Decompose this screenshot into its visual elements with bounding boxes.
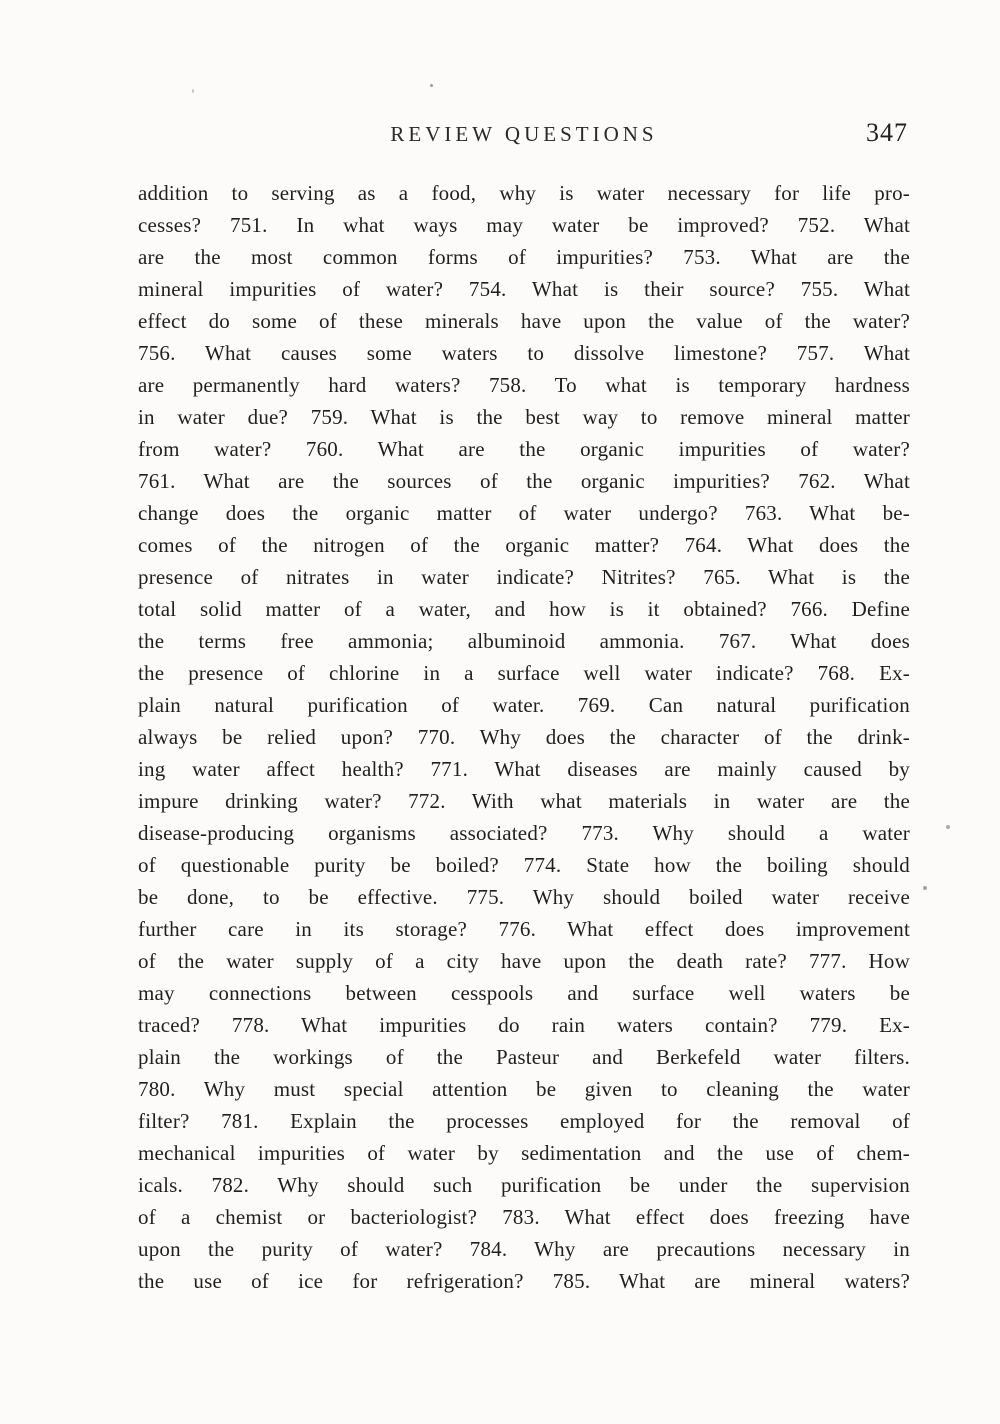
text-line: change does the organic matter of water undergo? 763. What be- (138, 501, 910, 525)
text-line: are permanently hard waters? 758. To what is temporary hardness (138, 373, 910, 397)
page-header (138, 118, 910, 154)
text-line: ing water affect health? 771. What diseases are mainly caused by (138, 757, 910, 781)
text-line: impure drinking water? 772. With what materials in water are the (138, 789, 910, 813)
page-number: 347 (866, 118, 908, 147)
text-line: comes of the nitrogen of the organic matter? 764. What does the (138, 533, 910, 557)
text-line: cesses? 751. In what ways may water be improved? 752. What (138, 213, 910, 237)
text-line: be done, to be effective. 775. Why should boiled water receive (138, 885, 910, 909)
text-line: presence of nitrates in water indicate? Nitrites? 765. What is the (138, 565, 910, 589)
text-line: upon the purity of water? 784. Why are precautions necessary in (138, 1237, 910, 1261)
text-line: plain the workings of the Pasteur and Berkefeld water filters. (138, 1045, 910, 1069)
text-line: the presence of chlorine in a surface well water indicate? 768. Ex- (138, 661, 910, 685)
text-line: mineral impurities of water? 754. What is their source? 755. What (138, 277, 910, 301)
page-title: REVIEW QUESTIONS (390, 122, 658, 146)
text-line: disease-producing organisms associated? 773. Why should a water (138, 821, 910, 845)
text-line: traced? 778. What impurities do rain waters contain? 779. Ex- (138, 1013, 910, 1037)
text-line: 761. What are the sources of the organic impurities? 762. What (138, 469, 910, 493)
text-line: mechanical impurities of water by sedimentation and the use of chem- (138, 1141, 910, 1165)
text-line: may connections between cesspools and surface well waters be (138, 981, 910, 1005)
text-line: further care in its storage? 776. What effect does improvement (138, 917, 910, 941)
text-line: always be relied upon? 770. Why does the character of the drink- (138, 725, 910, 749)
text-line: total solid matter of a water, and how is it obtained? 766. Define (138, 597, 910, 621)
text-line: filter? 781. Explain the processes employed for the removal of (138, 1109, 910, 1133)
question-paragraph (138, 177, 910, 1297)
text-line: of questionable purity be boiled? 774. State how the boiling should (138, 853, 910, 877)
text-line: the use of ice for refrigeration? 785. What are mineral waters? (138, 1269, 910, 1293)
text-line: 756. What causes some waters to dissolve limestone? 757. What (138, 341, 910, 365)
scan-speck (946, 825, 950, 829)
text-line: of the water supply of a city have upon the death rate? 777. How (138, 949, 910, 973)
text-line: of a chemist or bacteriologist? 783. What effect does freezing have (138, 1205, 910, 1229)
scan-speck (430, 84, 433, 87)
text-line: from water? 760. What are the organic impurities of water? (138, 437, 910, 461)
text-line: are the most common forms of impurities? 753. What are the (138, 245, 910, 269)
text-line: the terms free ammonia; albuminoid ammonia. 767. What does (138, 629, 910, 653)
text-line: addition to serving as a food, why is water necessary for life pro- (138, 181, 910, 205)
text-line: effect do some of these minerals have upon the value of the water? (138, 309, 910, 333)
scan-speck (192, 89, 194, 93)
scan-speck (923, 886, 927, 890)
text-line: icals. 782. Why should such purification be under the supervision (138, 1173, 910, 1197)
text-line: plain natural purification of water. 769. Can natural purification (138, 693, 910, 717)
text-line: 780. Why must special attention be given to cleaning the water (138, 1077, 910, 1101)
text-line: in water due? 759. What is the best way to remove mineral matter (138, 405, 910, 429)
